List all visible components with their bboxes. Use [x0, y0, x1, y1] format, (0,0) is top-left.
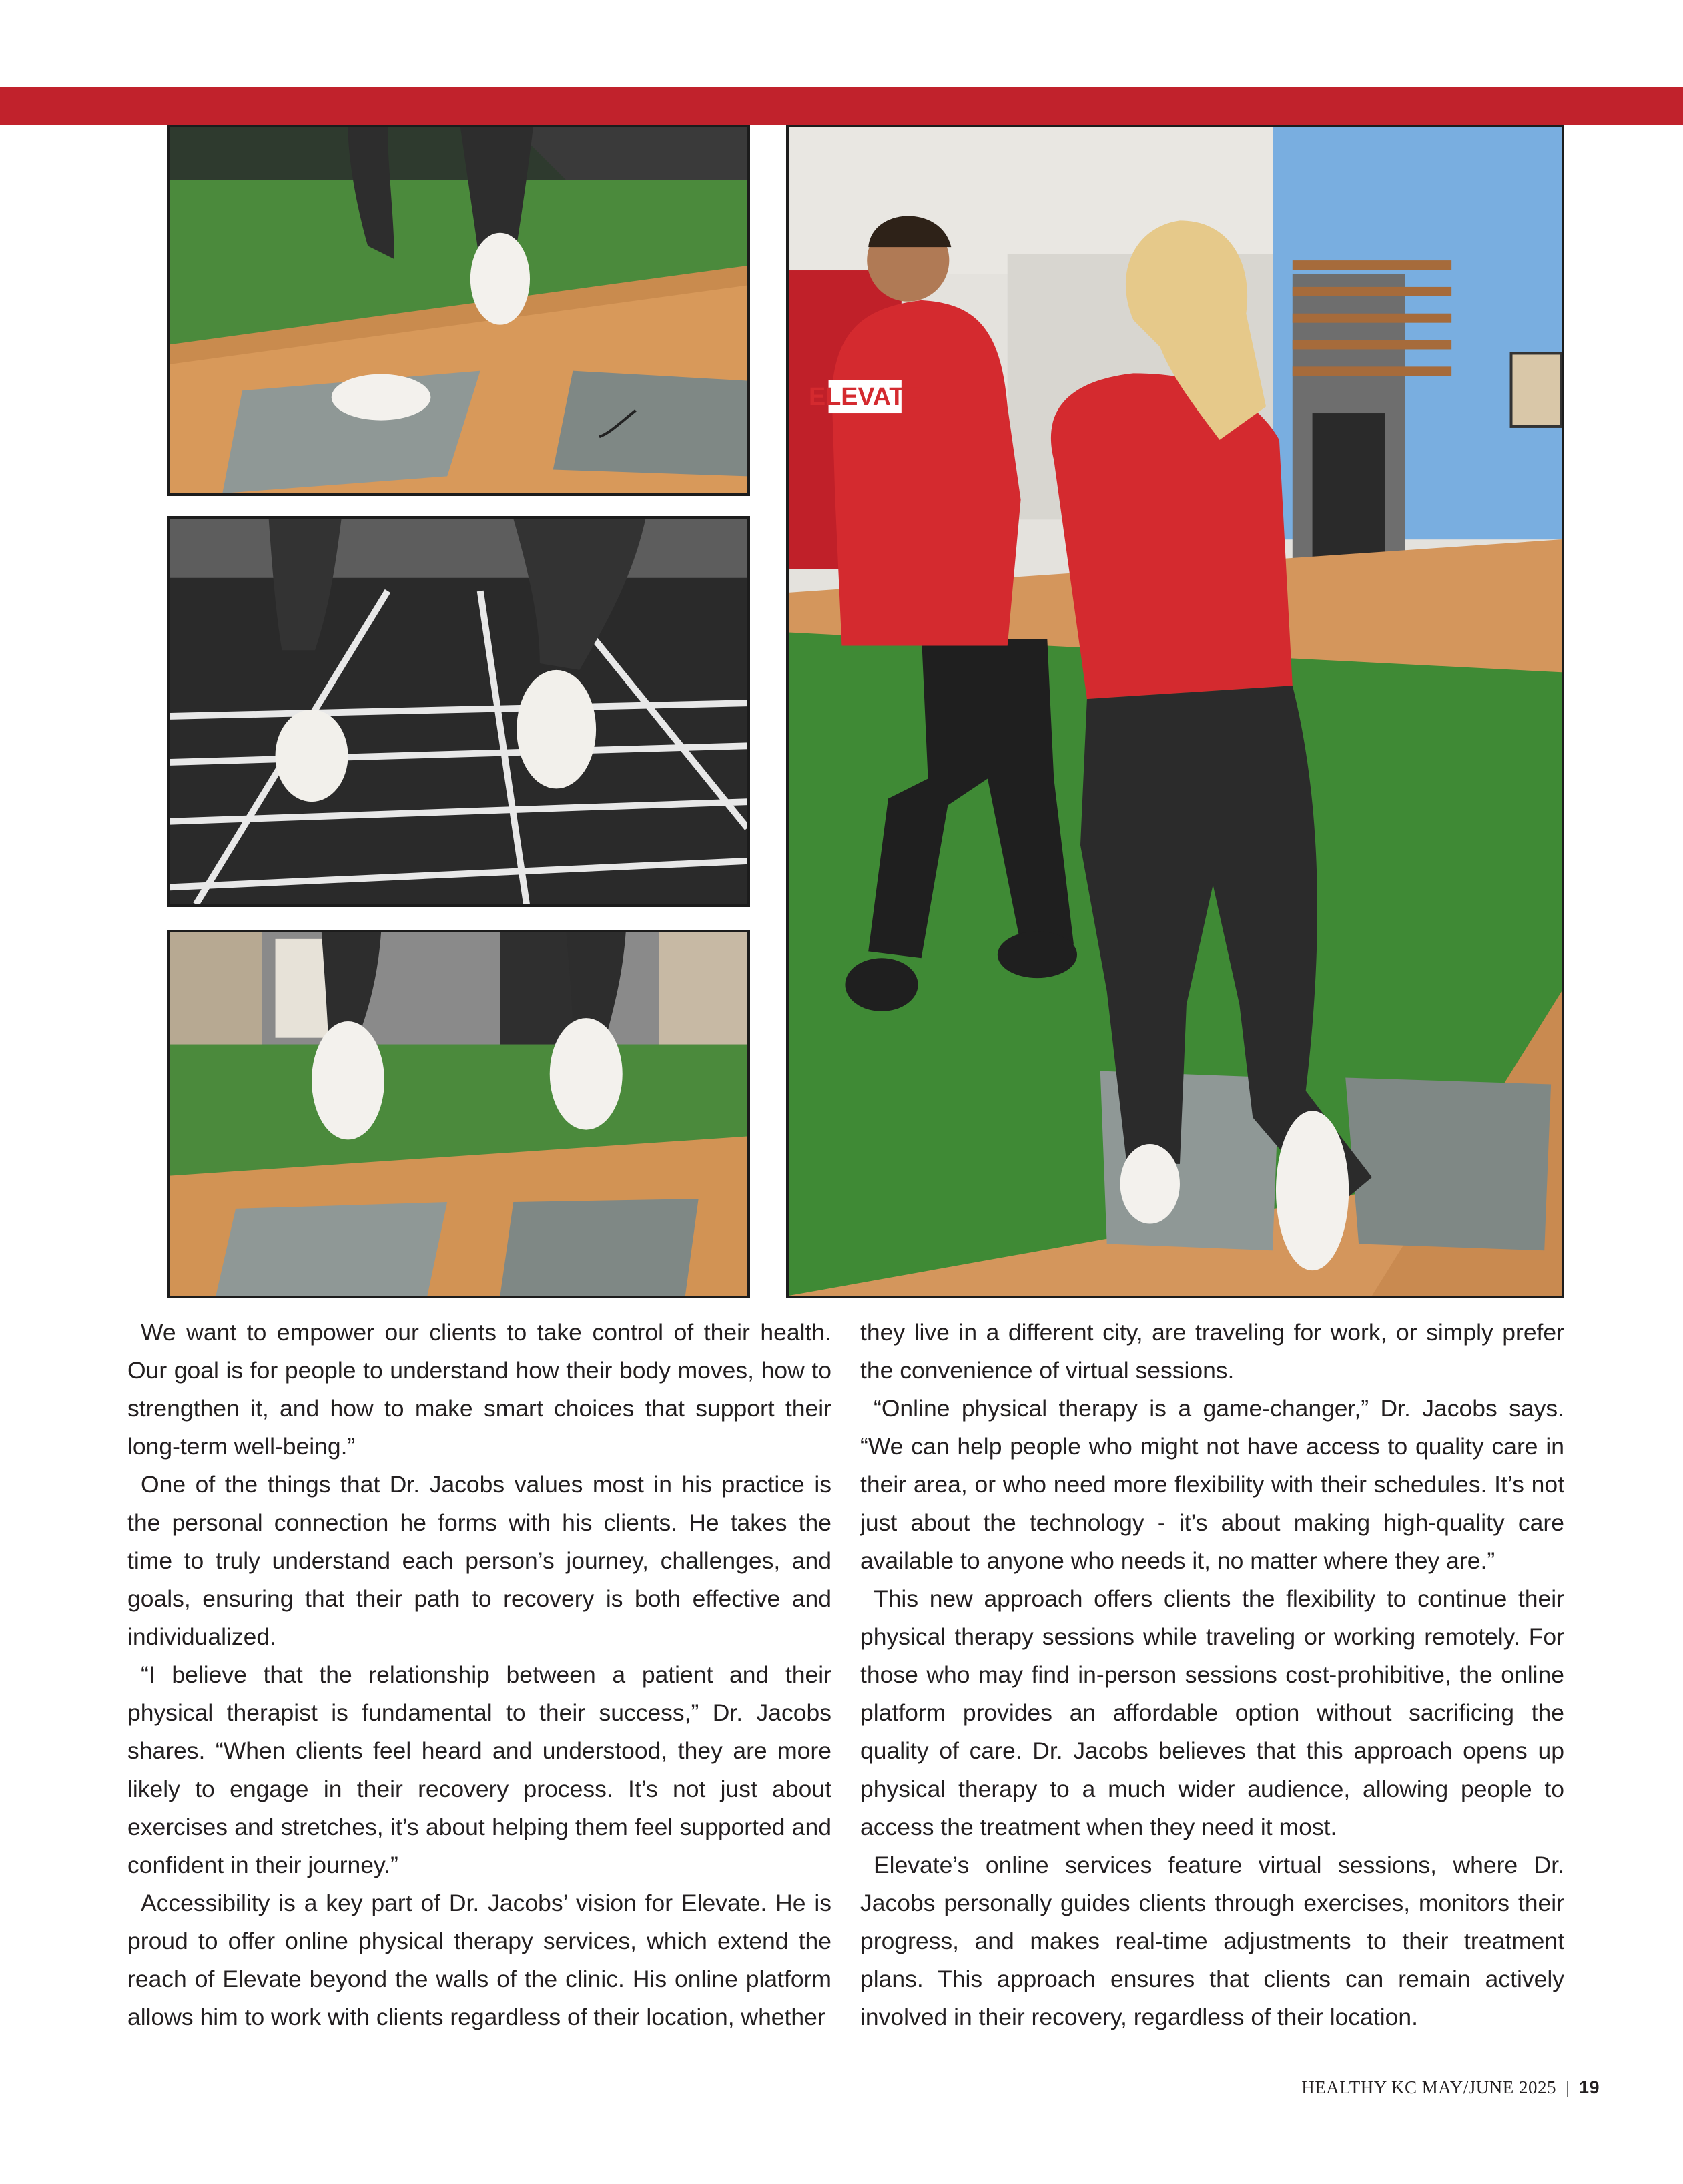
shirt-logo-text: ELEVATE	[809, 383, 922, 412]
article-paragraph: This new approach offers clients the flexibility to continue their physical therapy sessions while traveling or working remotely. For those who may find in-person sessions cost-prohibitive, the online platform provides an affordable option without sacrificing the quality of care. Dr. Jacobs believes that this approach opens up physical therapy to a much wider audience, allowing people to access the treatment when they need it most.	[860, 1585, 1564, 1840]
article-paragraph: “I believe that the relationship between a patient and their physical therapist is fundamental to their success,” Dr. Jacobs shares. “When clients feel heard and understood, they are more likely to engage in their recovery process. It’s not just about exercises and stretches, it’s about helping them feel supported and confident in their journey.”	[127, 1661, 831, 1878]
issue-date: MAY/JUNE 2025	[1421, 2077, 1557, 2097]
article-paragraph-continuation: they live in a different city, are traveling for work, or simply prefer the convenience of virtual sessions.	[860, 1319, 1564, 1384]
publication-name: HEALTHY KC	[1301, 2077, 1417, 2097]
photo-agility-ladder-steps	[167, 516, 750, 907]
page-number: 19	[1578, 2077, 1600, 2097]
photo-step-on-balance-plates	[167, 125, 750, 496]
footer-separator: |	[1566, 2077, 1570, 2097]
article-paragraph: Accessibility is a key part of Dr. Jacobs’ vision for Elevate. He is proud to offer online physical therapy services, which extend the reach of Elevate beyond the walls of the clinic. His online platform allows him to work with clients regardless of their location, whether	[127, 1890, 831, 2030]
article-paragraph: Elevate’s online services feature virtual sessions, where Dr. Jacobs personally guides clients through exercises, monitors their progress, and makes real-time adjustments to their treatment plans. This approach ensures that clients can remain actively involved in their recovery, regardless of their location.	[860, 1852, 1564, 2030]
article-paragraph: We want to empower our clients to take control of their health. Our goal is for people to understand how their body moves, how to strengthen it, and how to make smart choices that support their long-term well-being.”	[127, 1319, 831, 1460]
photo-jump-over-plates	[167, 930, 750, 1298]
top-accent-band	[0, 87, 1683, 125]
photo-feet-on-turf-ladder-icon	[170, 519, 747, 904]
article-column-left	[127, 1314, 831, 2036]
article-column-right	[860, 1314, 1564, 2036]
photo-feet-jumping-over-plates-icon	[170, 932, 747, 1296]
page-footer	[1301, 2077, 1600, 2098]
photo-therapist-and-client-icon	[789, 127, 1562, 1296]
article-paragraph: One of the things that Dr. Jacobs values most in his practice is the personal connection he forms with his clients. He takes the time to truly understand each person’s journey, challenges, and goals, ensuring that their path to recovery is both effective and individualized.	[127, 1471, 831, 1650]
photo-therapist-with-client	[786, 125, 1564, 1298]
article-paragraph: “Online physical therapy is a game-changer,” Dr. Jacobs says. “We can help people who might not have access to quality care in their area, or who need more flexibility with their schedules. It’s not just about the technology - it’s about making high-quality care available to anyone who needs it, no matter where they are.”	[860, 1395, 1564, 1574]
photo-feet-on-force-plate-icon	[170, 127, 747, 493]
